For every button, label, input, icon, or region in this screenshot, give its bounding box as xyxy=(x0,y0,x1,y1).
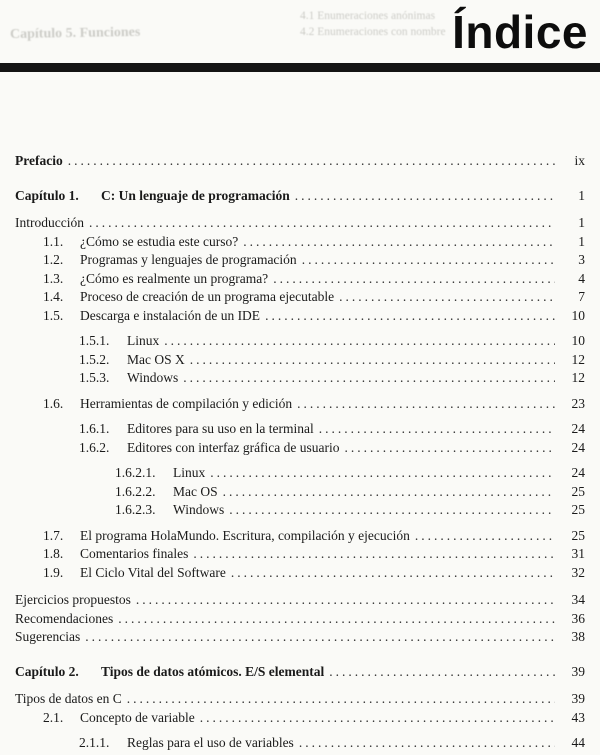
toc-entry xyxy=(15,288,585,307)
toc-entry xyxy=(15,501,585,520)
toc-entry-number: Capítulo 1. xyxy=(15,187,79,203)
dot-leader xyxy=(295,187,555,206)
dot-leader xyxy=(329,663,555,682)
toc-entry-label: Mac OS xyxy=(173,483,218,499)
toc-entry-number: 1.3. xyxy=(43,270,64,286)
toc-entry-number: 1.6.2.3. xyxy=(115,502,156,517)
dot-leader xyxy=(302,251,555,270)
toc-entry-number: Capítulo 2. xyxy=(15,663,79,679)
dot-leader xyxy=(210,464,555,483)
toc-entry-label: El Ciclo Vital del Software xyxy=(80,564,226,580)
toc-entry-number: 1.5.3. xyxy=(79,370,110,385)
toc-entry-page: 1 xyxy=(578,187,585,203)
toc-entry-number: 1.5.2. xyxy=(79,351,110,367)
toc-entry xyxy=(15,187,585,206)
toc-entry-page: 12 xyxy=(571,351,585,367)
toc-entry xyxy=(15,439,585,458)
toc-entry xyxy=(15,233,585,252)
toc-entry xyxy=(15,420,585,439)
toc-entry-label: Reglas para el uso de variables xyxy=(127,735,294,750)
dot-leader xyxy=(339,288,555,307)
toc-entry xyxy=(15,734,585,753)
toc-entry xyxy=(15,251,585,270)
toc-entry-label: Tipos de datos atómicos. E/S elemental xyxy=(101,663,325,679)
toc-entry-page: 25 xyxy=(571,527,585,543)
toc-entry xyxy=(15,214,585,233)
toc-entry-number: 2.1.1. xyxy=(79,735,110,750)
toc-entry xyxy=(15,351,585,370)
toc-entry xyxy=(15,690,585,709)
dot-leader xyxy=(229,501,555,520)
toc-entry-page: 24 xyxy=(571,465,585,480)
toc-entry-number: 1.5.1. xyxy=(79,333,110,348)
toc-entry-page: ix xyxy=(574,153,585,168)
dot-leader xyxy=(297,395,555,414)
toc-entry xyxy=(15,527,585,546)
dot-leader xyxy=(200,709,555,728)
toc-entry-page: 31 xyxy=(571,546,585,561)
toc-entry-number: 1.9. xyxy=(43,564,64,580)
toc-entry-number: 1.6. xyxy=(43,395,64,411)
toc-entry-page: 44 xyxy=(571,735,585,750)
page-title: Índice xyxy=(452,6,588,58)
toc-entry-page: 10 xyxy=(571,333,585,348)
toc-entry xyxy=(15,564,585,583)
toc-entry-number: 1.1. xyxy=(43,233,64,249)
dot-leader xyxy=(193,545,555,564)
toc-entry-page: 25 xyxy=(571,483,585,499)
toc-entry-page: 24 xyxy=(571,421,585,436)
dot-leader xyxy=(319,420,555,439)
toc-entry-page: 1 xyxy=(578,215,585,230)
toc-entry xyxy=(15,628,585,647)
toc-entry-number: 1.8. xyxy=(43,546,64,561)
toc-entry-label: Ejercicios propuestos xyxy=(15,592,131,607)
dot-leader xyxy=(136,591,555,610)
toc-entry xyxy=(15,545,585,564)
toc-entry xyxy=(15,464,585,483)
dot-leader xyxy=(415,527,555,546)
toc-entry-number: 1.6.2. xyxy=(79,439,110,455)
toc-entry xyxy=(15,270,585,289)
dot-leader xyxy=(265,307,555,326)
dot-leader xyxy=(223,483,555,502)
toc-entry-page: 39 xyxy=(571,691,585,706)
toc-entry xyxy=(15,591,585,610)
toc-entry-label: El programa HolaMundo. Escritura, compilación y ejecución xyxy=(80,527,410,543)
dot-leader xyxy=(345,439,555,458)
toc-entry xyxy=(15,332,585,351)
dot-leader xyxy=(118,610,555,629)
toc-entry xyxy=(15,152,585,171)
ghost-section-text: 4.2 Enumeraciones con nombre xyxy=(300,26,446,38)
toc-entry-page: 7 xyxy=(578,289,585,304)
toc-entry-page: 38 xyxy=(571,629,585,644)
toc-entry-label: Sugerencias xyxy=(15,629,81,644)
toc-entry-number: 1.6.1. xyxy=(79,421,110,436)
toc-entry-page: 4 xyxy=(578,270,585,286)
toc-entry-label: Linux xyxy=(127,333,160,348)
toc-entry-page: 25 xyxy=(571,502,585,517)
toc-entry-page: 43 xyxy=(571,709,585,725)
dot-leader xyxy=(183,369,555,388)
toc-entry-label: Mac OS X xyxy=(127,351,185,367)
toc-entry xyxy=(15,395,585,414)
toc-entry-label: Editores con interfaz gráfica de usuario xyxy=(127,439,340,455)
dot-leader xyxy=(190,351,555,370)
toc-entry-label: C: Un lenguaje de programación xyxy=(101,187,290,203)
toc-entry-label: Programas y lenguajes de programación xyxy=(80,252,297,267)
dot-leader xyxy=(231,564,555,583)
toc-entry-label: ¿Cómo es realmente un programa? xyxy=(80,270,269,286)
toc-entry-page: 3 xyxy=(578,252,585,267)
toc-entry-label: Windows xyxy=(127,370,179,385)
toc-entry-page: 32 xyxy=(571,564,585,580)
ghost-chapter-text: Capítulo 5. Funciones xyxy=(9,24,141,43)
toc-entry-number: 1.4. xyxy=(43,289,64,304)
ghost-section-text: 4.1 Enumeraciones anónimas xyxy=(300,10,436,22)
toc-entry xyxy=(15,307,585,326)
toc-entry xyxy=(15,663,585,682)
table-of-contents xyxy=(0,152,600,753)
dot-leader xyxy=(273,270,555,289)
toc-entry-number: 1.2. xyxy=(43,252,64,267)
dot-leader xyxy=(68,152,555,171)
toc-entry-number: 1.6.2.2. xyxy=(115,483,156,499)
toc-entry-label: Tipos de datos en C xyxy=(15,691,122,706)
toc-entry-label: Prefacio xyxy=(15,153,63,168)
toc-entry-label: Editores para su uso en la terminal xyxy=(127,421,314,436)
toc-entry-page: 12 xyxy=(571,370,585,385)
toc-entry-label: Windows xyxy=(173,502,225,517)
toc-entry-number: 1.6.2.1. xyxy=(115,465,156,480)
toc-entry xyxy=(15,483,585,502)
toc-entry xyxy=(15,369,585,388)
toc-entry-page: 24 xyxy=(571,439,585,455)
toc-entry-number: 1.5. xyxy=(43,307,64,323)
toc-entry-page: 1 xyxy=(578,233,585,249)
page-header xyxy=(0,0,600,58)
toc-entry xyxy=(15,709,585,728)
dot-leader xyxy=(89,214,555,233)
toc-entry-label: Proceso de creación de un programa ejecutable xyxy=(80,289,335,304)
toc-entry-label: Linux xyxy=(173,465,206,480)
toc-entry-page: 36 xyxy=(571,610,585,626)
toc-entry-page: 34 xyxy=(571,592,585,607)
toc-entry-label: Concepto de variable xyxy=(80,709,195,725)
toc-entry-label: Descarga e instalación de un IDE xyxy=(80,307,261,323)
dot-leader xyxy=(127,690,555,709)
toc-entry-label: Herramientas de compilación y edición xyxy=(80,395,293,411)
toc-entry-label: Comentarios finales xyxy=(80,546,189,561)
dot-leader xyxy=(243,233,555,252)
toc-entry-label: Recomendaciones xyxy=(15,610,114,626)
toc-entry-page: 10 xyxy=(571,307,585,323)
toc-entry-label: ¿Cómo se estudia este curso? xyxy=(80,233,239,249)
toc-entry-page: 23 xyxy=(571,395,585,411)
toc-entry xyxy=(15,610,585,629)
dot-leader xyxy=(164,332,555,351)
dot-leader xyxy=(299,734,555,753)
toc-entry-number: 1.7. xyxy=(43,527,64,543)
title-rule xyxy=(0,63,600,72)
toc-entry-number: 2.1. xyxy=(43,709,64,725)
dot-leader xyxy=(85,628,555,647)
toc-entry-page: 39 xyxy=(571,663,585,679)
toc-entry-label: Introducción xyxy=(15,215,84,230)
